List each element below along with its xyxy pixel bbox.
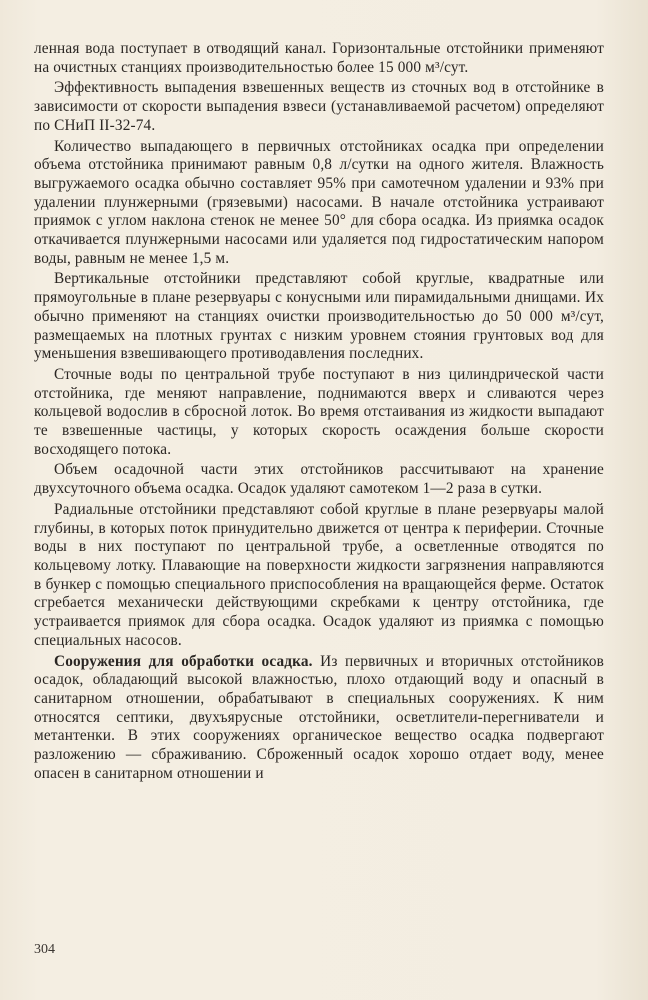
paragraph-3: Количество выпадающего в первичных отстойниках осадка при определении объема отстойника принимают равным 0,8 л/сутки на одного жителя. Влажность выгружаемого осадка обычно составляет 95% при самотечном удалении и 93% при удалении плунжерными (грязевыми) насосами. В начале отстойника устраивают приямок с углом наклона стенок не менее 50° для сбора осадка. Из приямка осадок откачивается плунжерными насосами или удаляется под гидростатическим напором воды, равным не менее 1,5 м. xyxy=(34,137,604,267)
paragraph-7: Радиальные отстойники представляют собой круглые в плане резервуары малой глубины, в которых поток принудительно движется от центра к периферии. Сточные воды в них поступают по центральной трубе, а осветленные отводятся по кольцевому лотку. Плавающие на поверхности жидкости загрязнения направляются в бункер с помощью специального приспособления на вращающейся ферме. Остаток сгребается механически действующими скребками к центру отстойника, где устраивается приямок для сбора осадка. Осадок удаляют из приямка с помощью специальных насосов. xyxy=(34,500,604,649)
body-text xyxy=(34,40,604,785)
paragraph-5: Сточные воды по центральной трубе поступают в низ цилиндрической части отстойника, где меняют направление, поднимаются вверх и сливаются через кольцевой водослив в сбросной лоток. Во время отстаивания из жидкости выпадают те взвешенные частицы, у которых скорость осаждения больше скорости восходящего потока. xyxy=(34,365,604,458)
paragraph-8-text: Из первичных и вторичных отстойников осадок, обладающий высокой влажностью, плохо отдающий воду и опасный в санитарном отношении, обрабатывают в специальных сооружениях. К ним относятся септики, двухъярусные отстойники, осветлители-перегниватели и метантенки. В этих сооружениях органическое вещество осадка подвергают разложению — сбраживанию. Сброженный осадок хорошо отдает воду, менее опасен в санитарном отношении и xyxy=(34,652,604,782)
paragraph-6: Объем осадочной части этих отстойников рассчитывают на хранение двухсуточного объема осадка. Осадок удаляют самотеком 1—2 раза в сутки. xyxy=(34,461,604,498)
section-heading: Сооружения для обработки осадка. xyxy=(54,652,313,670)
paragraph-2: Эффективность выпадения взвешенных веществ из сточных вод в отстойнике в зависимости от скорости выпадения взвеси (устанавливаемой расчетом) определяют по СНиП II-32-74. xyxy=(34,79,604,134)
paragraph-4: Вертикальные отстойники представляют собой круглые, квадратные или прямоугольные в плане резервуары с конусными или пирамидальными днищами. Их обычно применяют на станциях очистки производительностью до 50 000 м³/сут, размещаемых на плотных грунтах с низким уровнем стояния грунтовых вод для уменьшения взвешивающего противодавления последних. xyxy=(34,270,604,363)
paragraph-1: ленная вода поступает в отводящий канал. Горизонтальные отстойники применяют на очистных станциях производительностью более 15 000 м³/сут. xyxy=(34,40,604,76)
paragraph-8 xyxy=(34,653,604,784)
page-number: 304 xyxy=(34,942,55,957)
